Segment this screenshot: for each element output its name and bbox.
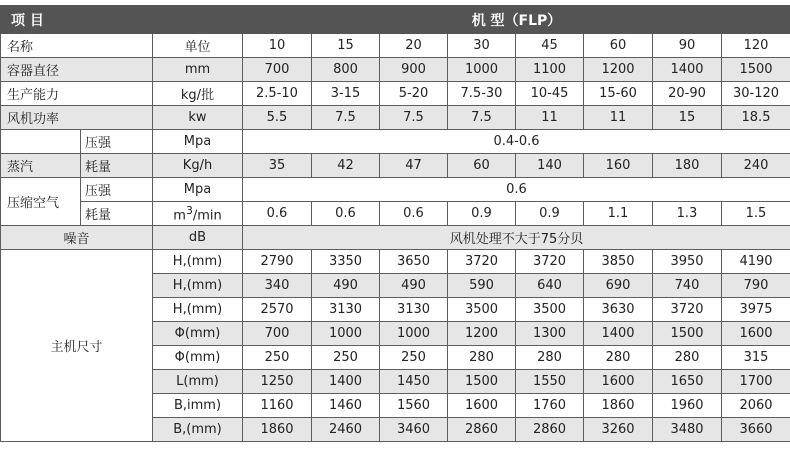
value-cell: 280	[448, 346, 516, 370]
model-cell: 20	[380, 34, 448, 58]
value-cell: 2460	[312, 418, 380, 442]
value-cell: 160	[584, 154, 653, 178]
value-cell: 250	[243, 346, 312, 370]
value-cell: 700	[243, 322, 312, 346]
value-cell: 0.6	[243, 202, 312, 226]
model-cell: 120	[722, 34, 790, 58]
value-cell: 7.5-30	[448, 82, 516, 106]
value-cell: 1400	[584, 322, 653, 346]
value-cell: 490	[312, 274, 380, 298]
value-cell: 3650	[380, 250, 448, 274]
value-cell: 2790	[243, 250, 312, 274]
value-cell: 490	[380, 274, 448, 298]
value-cell: 180	[653, 154, 722, 178]
dim-row	[1, 250, 790, 274]
value-cell: 42	[312, 154, 380, 178]
unit-base: m	[173, 208, 186, 224]
value-cell: 5-20	[380, 82, 448, 106]
value-cell: 3130	[380, 298, 448, 322]
capacity-row	[1, 82, 790, 106]
value-cell: 3975	[722, 298, 790, 322]
value-cell: 7.5	[312, 106, 380, 130]
value-cell: 3720	[516, 250, 584, 274]
value-cell: 340	[243, 274, 312, 298]
row-label: 容器直径	[1, 58, 153, 82]
value-cell: 3500	[448, 298, 516, 322]
value-cell: 3850	[584, 250, 653, 274]
value-cell: 1000	[448, 58, 516, 82]
row-unit: kw	[153, 106, 243, 130]
value-cell: 2570	[243, 298, 312, 322]
value-cell: 30-120	[722, 82, 790, 106]
value-cell: 1860	[584, 394, 653, 418]
value-cell: 1400	[653, 58, 722, 82]
value-cell: 250	[380, 346, 448, 370]
value-cell: 3630	[584, 298, 653, 322]
value-cell: 1.5	[722, 202, 790, 226]
unit-rest: /min	[192, 208, 222, 224]
value-cell: 1500	[448, 370, 516, 394]
value-cell: 3480	[653, 418, 722, 442]
row-label: 噪音	[1, 226, 153, 250]
row-unit: mm	[153, 58, 243, 82]
span-value: 0.4-0.6	[243, 130, 790, 154]
value-cell: 11	[584, 106, 653, 130]
value-cell: 3950	[653, 250, 722, 274]
value-cell: 15-60	[584, 82, 653, 106]
model-cell: 60	[584, 34, 653, 58]
value-cell: 3660	[722, 418, 790, 442]
value-cell: 240	[722, 154, 790, 178]
value-cell: 1.1	[584, 202, 653, 226]
value-cell: 280	[516, 346, 584, 370]
value-cell: 1200	[584, 58, 653, 82]
value-cell: 1650	[653, 370, 722, 394]
value-cell: 1700	[722, 370, 790, 394]
value-cell: 2860	[516, 418, 584, 442]
row-unit: H,(mm)	[153, 298, 243, 322]
value-cell: 3130	[312, 298, 380, 322]
value-cell: 3720	[448, 250, 516, 274]
value-cell: 1500	[653, 322, 722, 346]
row-unit: dB	[153, 226, 243, 250]
value-cell: 250	[312, 346, 380, 370]
value-cell: 2060	[722, 394, 790, 418]
fan-power-row	[1, 106, 790, 130]
header-blank	[153, 6, 243, 34]
value-cell: 1200	[448, 322, 516, 346]
row-unit: Φ(mm)	[153, 322, 243, 346]
value-cell: 1600	[722, 322, 790, 346]
row-unit: Φ(mm)	[153, 346, 243, 370]
value-cell: 10-45	[516, 82, 584, 106]
value-cell: 1.3	[653, 202, 722, 226]
value-cell: 0.9	[516, 202, 584, 226]
model-cell: 90	[653, 34, 722, 58]
noise-row	[1, 226, 790, 250]
row-label: 生产能力	[1, 82, 153, 106]
name-label: 名称	[1, 34, 153, 58]
value-cell: 47	[380, 154, 448, 178]
value-cell: 1250	[243, 370, 312, 394]
steam-blank-cell	[1, 130, 81, 154]
model-row	[1, 34, 790, 58]
value-cell: 1760	[516, 394, 584, 418]
row-unit: Mpa	[153, 130, 243, 154]
value-cell: 2.5-10	[243, 82, 312, 106]
value-cell: 1860	[243, 418, 312, 442]
value-cell: 15	[653, 106, 722, 130]
value-cell: 640	[516, 274, 584, 298]
row-unit: B,imm)	[153, 394, 243, 418]
value-cell: 280	[653, 346, 722, 370]
value-cell: 0.6	[312, 202, 380, 226]
row-unit: Mpa	[153, 178, 243, 202]
row-unit: Kg/h	[153, 154, 243, 178]
value-cell: 690	[584, 274, 653, 298]
value-cell: 800	[312, 58, 380, 82]
row-label: 风机功率	[1, 106, 153, 130]
value-cell: 60	[448, 154, 516, 178]
value-cell: 140	[516, 154, 584, 178]
value-cell: 1300	[516, 322, 584, 346]
value-cell: 1560	[380, 394, 448, 418]
value-cell: 4190	[722, 250, 790, 274]
value-cell: 1600	[448, 394, 516, 418]
row-unit: L(mm)	[153, 370, 243, 394]
header-model: 机 型（FLP）	[243, 6, 790, 34]
sub-label: 耗量	[81, 154, 153, 178]
value-cell: 700	[243, 58, 312, 82]
row-unit: B,(mm)	[153, 418, 243, 442]
row-unit	[153, 202, 243, 226]
value-cell: 1000	[380, 322, 448, 346]
value-cell: 1550	[516, 370, 584, 394]
value-cell: 1500	[722, 58, 790, 82]
value-cell: 1000	[312, 322, 380, 346]
sub-label: 压强	[81, 130, 153, 154]
model-cell: 10	[243, 34, 312, 58]
model-cell: 45	[516, 34, 584, 58]
span-value: 风机处理不大于75分贝	[243, 226, 790, 250]
header-item: 项 目	[1, 6, 153, 34]
value-cell: 1400	[312, 370, 380, 394]
value-cell: 3260	[584, 418, 653, 442]
value-cell: 18.5	[722, 106, 790, 130]
value-cell: 1960	[653, 394, 722, 418]
air-consumption-row	[1, 202, 790, 226]
value-cell: 900	[380, 58, 448, 82]
model-cell: 30	[448, 34, 516, 58]
sub-label: 耗量	[81, 202, 153, 226]
row-unit: H,(mm)	[153, 274, 243, 298]
group-label: 蒸汽	[1, 154, 81, 178]
value-cell: 3-15	[312, 82, 380, 106]
span-value: 0.6	[243, 178, 790, 202]
dimensions-label: 主机尺寸	[1, 250, 153, 442]
model-cell: 15	[312, 34, 380, 58]
value-cell: 0.6	[380, 202, 448, 226]
header-row	[1, 6, 790, 34]
row-unit: kg/批	[153, 82, 243, 106]
value-cell: 315	[722, 346, 790, 370]
spec-table	[0, 5, 790, 442]
row-unit: H,(mm)	[153, 250, 243, 274]
steam-pressure-row	[1, 130, 790, 154]
sub-label: 压强	[81, 178, 153, 202]
value-cell: 280	[584, 346, 653, 370]
value-cell: 7.5	[448, 106, 516, 130]
value-cell: 1460	[312, 394, 380, 418]
value-cell: 790	[722, 274, 790, 298]
value-cell: 35	[243, 154, 312, 178]
unit-label: 单位	[153, 34, 243, 58]
value-cell: 3500	[516, 298, 584, 322]
value-cell: 3720	[653, 298, 722, 322]
value-cell: 1100	[516, 58, 584, 82]
value-cell: 20-90	[653, 82, 722, 106]
diameter-row	[1, 58, 790, 82]
value-cell: 5.5	[243, 106, 312, 130]
value-cell: 0.9	[448, 202, 516, 226]
unit-sup: 3	[185, 203, 193, 217]
value-cell: 3350	[312, 250, 380, 274]
group-label: 压缩空气	[1, 178, 81, 226]
value-cell: 740	[653, 274, 722, 298]
value-cell: 1450	[380, 370, 448, 394]
air-pressure-row	[1, 178, 790, 202]
value-cell: 11	[516, 106, 584, 130]
steam-consumption-row	[1, 154, 790, 178]
value-cell: 3460	[380, 418, 448, 442]
value-cell: 2860	[448, 418, 516, 442]
value-cell: 590	[448, 274, 516, 298]
value-cell: 1160	[243, 394, 312, 418]
value-cell: 7.5	[380, 106, 448, 130]
value-cell: 1600	[584, 370, 653, 394]
